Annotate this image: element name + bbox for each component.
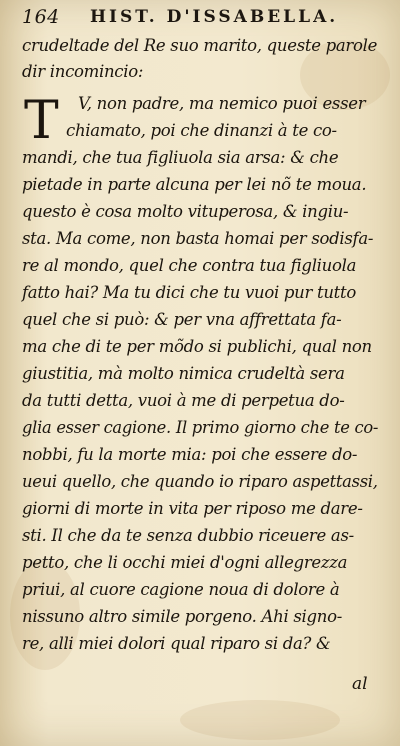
text-line: giustitia, mà molto nimica crudeltà sera [22,364,345,383]
text-line: quel che si può: & per vna affrettata fa- [22,310,342,329]
catchword: al [352,674,368,694]
text-line: petto, che li occhi miei d'ogni allegrezza [22,553,348,572]
text-line: giorni di morte in vita per riposo me dare- [22,499,363,518]
text-line: nissuno altro simile porgeno. Ahi signo- [22,607,343,626]
text-line: chiamato, poi che dinanzi à te co- [66,121,337,140]
text-line: ueui quello, che quando io riparo aspettassi, [22,472,378,491]
text-line: priui, al cuore cagione noua di dolore à [22,580,340,599]
text-line: pietade in parte alcuna per lei nõ te moua. [22,175,367,194]
text-line: da tutti detta, vuoi à me di perpetua do- [22,391,345,410]
text-line: dir incomincio: [22,62,144,81]
paper-stain [180,700,340,740]
text-line: fatto hai? Ma tu dici che tu vuoi pur tutto [22,283,356,302]
page-header [22,4,382,34]
page-number: 164 [22,6,60,28]
text-line: glia esser cagione. Il primo giorno che te co- [22,418,379,437]
drop-cap: T [24,91,59,151]
text-line: ma che di te per mõdo si publichi, qual non [22,337,372,356]
text-line: questo è cosa molto vituperosa, & ingiu- [22,202,349,221]
text-line: V, non padre, ma nemico puoi esser [78,94,366,113]
text-line: mandi, che tua figliuola sia arsa: & che [22,148,339,167]
text-line: sta. Ma come, non basta homai per sodisfa- [22,229,374,248]
text-line: re al mondo, quel che contra tua figliuola [22,256,357,275]
text-line: re, alli miei dolori qual riparo si da? & [22,634,331,653]
running-head: HIST. D'ISSABELLA. [90,7,339,27]
text-line: crudeltade del Re suo marito, queste parole [22,36,378,55]
text-line: nobbi, fu la morte mia: poi che essere do- [22,445,358,464]
text-line: sti. Il che da te senza dubbio riceuere as- [22,526,354,545]
